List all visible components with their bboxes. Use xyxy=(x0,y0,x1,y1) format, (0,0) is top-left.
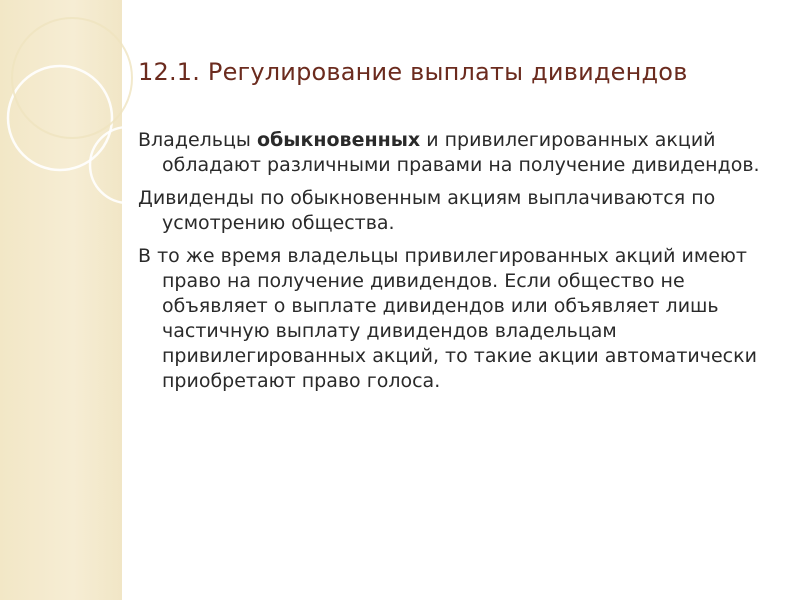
paragraph-2: Дивиденды по обыкновенным акциям выплачиваются по усмотрению общества. xyxy=(138,187,716,234)
paragraph-1 xyxy=(138,128,788,178)
slide-body xyxy=(138,128,788,402)
decorative-rings-icon xyxy=(0,0,160,600)
paragraph-1-end: и привилегированных акций обладают различными правами на получение дивидендов. xyxy=(162,129,760,176)
paragraph-1-bold: обыкновенных xyxy=(256,129,421,151)
decorative-side-band xyxy=(0,0,122,600)
paragraph-1-start: Владельцы xyxy=(138,129,257,151)
paragraph-3: В то же время владельцы привилегированных акций имеют право на получение дивидендов. Если общество не объявляет о выплате дивидендов или объявляет лишь частичную выплату дивидендов владельцам привилегированных акций, то такие акции автоматически приобретают право голоса. xyxy=(138,245,757,392)
slide-title: 12.1. Регулирование выплаты дивидендов xyxy=(138,58,688,86)
